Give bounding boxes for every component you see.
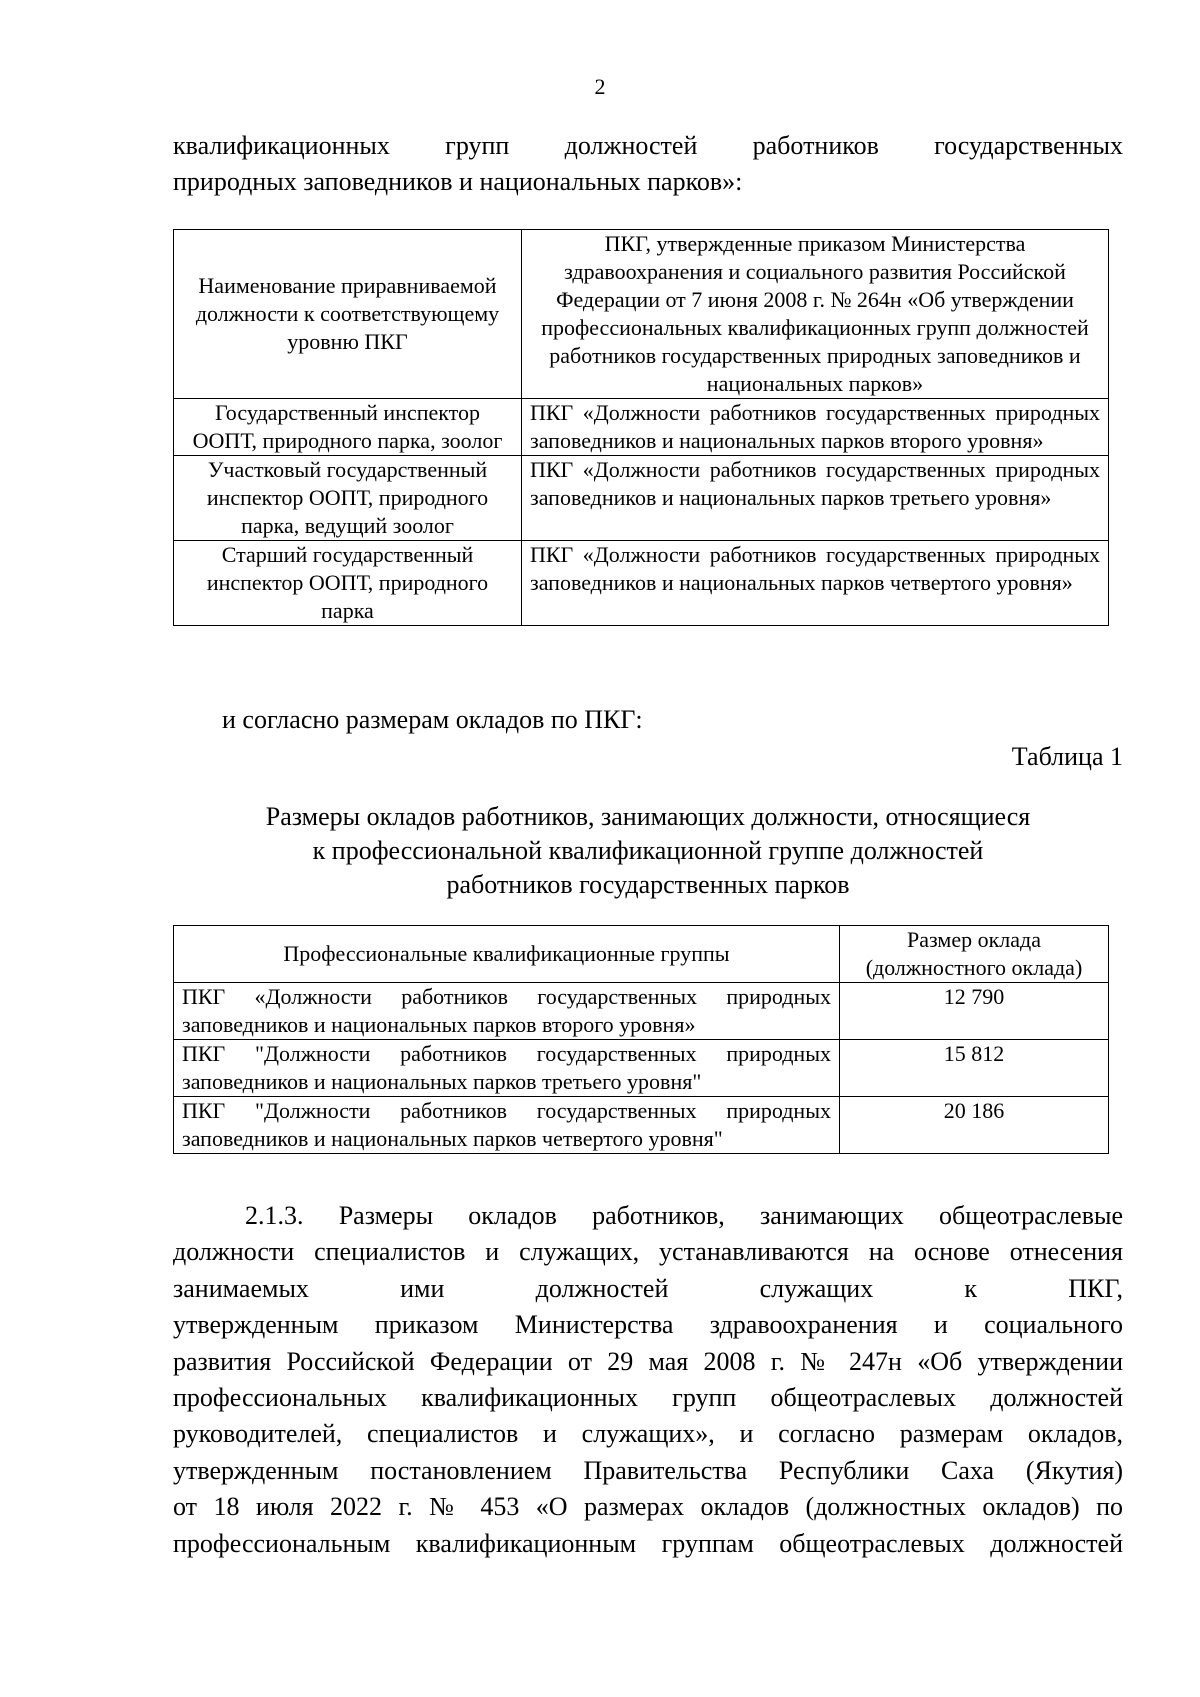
table-cell-group: ПКГ "Должности работников государственных природных заповедников и национальных парков четвертого уровня" xyxy=(174,1097,840,1154)
text-line: 2.1.3. Размеры окладов работников, занимающих общеотраслевые xyxy=(245,1201,1123,1230)
table-row xyxy=(174,1040,1109,1097)
table-cell-position: Старший государственный инспектор ООПТ, природного парка xyxy=(174,541,522,626)
intro-paragraph xyxy=(173,128,1123,200)
text-line: природных заповедников и национальных парков»: xyxy=(173,167,743,196)
table-label: Таблица 1 xyxy=(1011,742,1123,771)
table-cell-position: Участковый государственный инспектор ООПТ, природного парка, ведущий зоолог xyxy=(174,456,522,541)
text-line: развития Российской Федерации от 29 мая 2008 г. № 247н «Об утверждении xyxy=(173,1346,1123,1376)
table-row xyxy=(174,541,1109,626)
salary-table xyxy=(173,925,1109,1154)
text-line: занимаемых ими должностей служащих к ПКГ, xyxy=(173,1273,1123,1303)
table-row xyxy=(174,983,1109,1040)
table-title xyxy=(173,800,1123,902)
equivalence-table xyxy=(173,229,1109,626)
table-row xyxy=(174,399,1109,456)
table-cell-pkg: ПКГ «Должности работников государственных природных заповедников и национальных парков четвертого уровня» xyxy=(522,541,1109,626)
table-row xyxy=(174,456,1109,541)
text-line: утвержденным постановлением Правительства Республики Саха (Якутия) xyxy=(173,1455,1123,1485)
page-number: 2 xyxy=(594,74,606,99)
table-header-cell: ПКГ, утвержденные приказом Министерства здравоохранения и социального развития Российской Федерации от 7 июня 2008 г. № 264н «Об утверждении профессиональных квалификационных групп должностей работников государственных природных заповедников и национальных парков» xyxy=(522,230,1109,399)
title-line: работников государственных парков xyxy=(446,870,850,899)
table-header-cell: Размер оклада (должностного оклада) xyxy=(840,926,1109,983)
table-header-row xyxy=(174,230,1109,399)
text-line: квалификационных групп должностей работников государственных xyxy=(173,131,1123,160)
table-row xyxy=(174,1097,1109,1154)
table-cell-salary: 20 186 xyxy=(840,1097,1109,1154)
table-cell-salary: 15 812 xyxy=(840,1040,1109,1097)
table-cell-salary: 12 790 xyxy=(840,983,1109,1040)
section-paragraph xyxy=(173,1198,1123,1562)
after-table-text: и согласно размерам окладов по ПКГ: xyxy=(222,705,643,734)
table-header-row xyxy=(174,926,1109,983)
table-cell-pkg: ПКГ «Должности работников государственных природных заповедников и национальных парков третьего уровня» xyxy=(522,456,1109,541)
text-line: профессиональным квалификационным группам общеотраслевых должностей xyxy=(173,1528,1123,1558)
text-line: руководителей, специалистов и служащих», и согласно размерам окладов, xyxy=(173,1419,1123,1449)
text-line: утвержденным приказом Министерства здравоохранения и социального xyxy=(173,1310,1123,1340)
table-cell-position: Государственный инспектор ООПТ, природного парка, зоолог xyxy=(174,399,522,456)
table-cell-pkg: ПКГ «Должности работников государственных природных заповедников и национальных парков второго уровня» xyxy=(522,399,1109,456)
table-header-cell: Наименование приравниваемой должности к соответствующему уровню ПКГ xyxy=(174,230,522,399)
table-cell-group: ПКГ "Должности работников государственных природных заповедников и национальных парков третьего уровня" xyxy=(174,1040,840,1097)
text-line: профессиональных квалификационных групп общеотраслевых должностей xyxy=(173,1383,1123,1413)
title-line: Размеры окладов работников, занимающих должности, относящиеся xyxy=(265,802,1031,831)
title-line: к профессиональной квалификационной группе должностей xyxy=(312,836,984,865)
table-cell-group: ПКГ «Должности работников государственных природных заповедников и национальных парков второго уровня» xyxy=(174,983,840,1040)
table-header-cell: Профессиональные квалификационные группы xyxy=(174,926,840,983)
text-line: от 18 июля 2022 г. № 453 «О размерах окладов (должностных окладов) по xyxy=(173,1492,1123,1522)
text-line: должности специалистов и служащих, устанавливаются на основе отнесения xyxy=(173,1237,1123,1267)
